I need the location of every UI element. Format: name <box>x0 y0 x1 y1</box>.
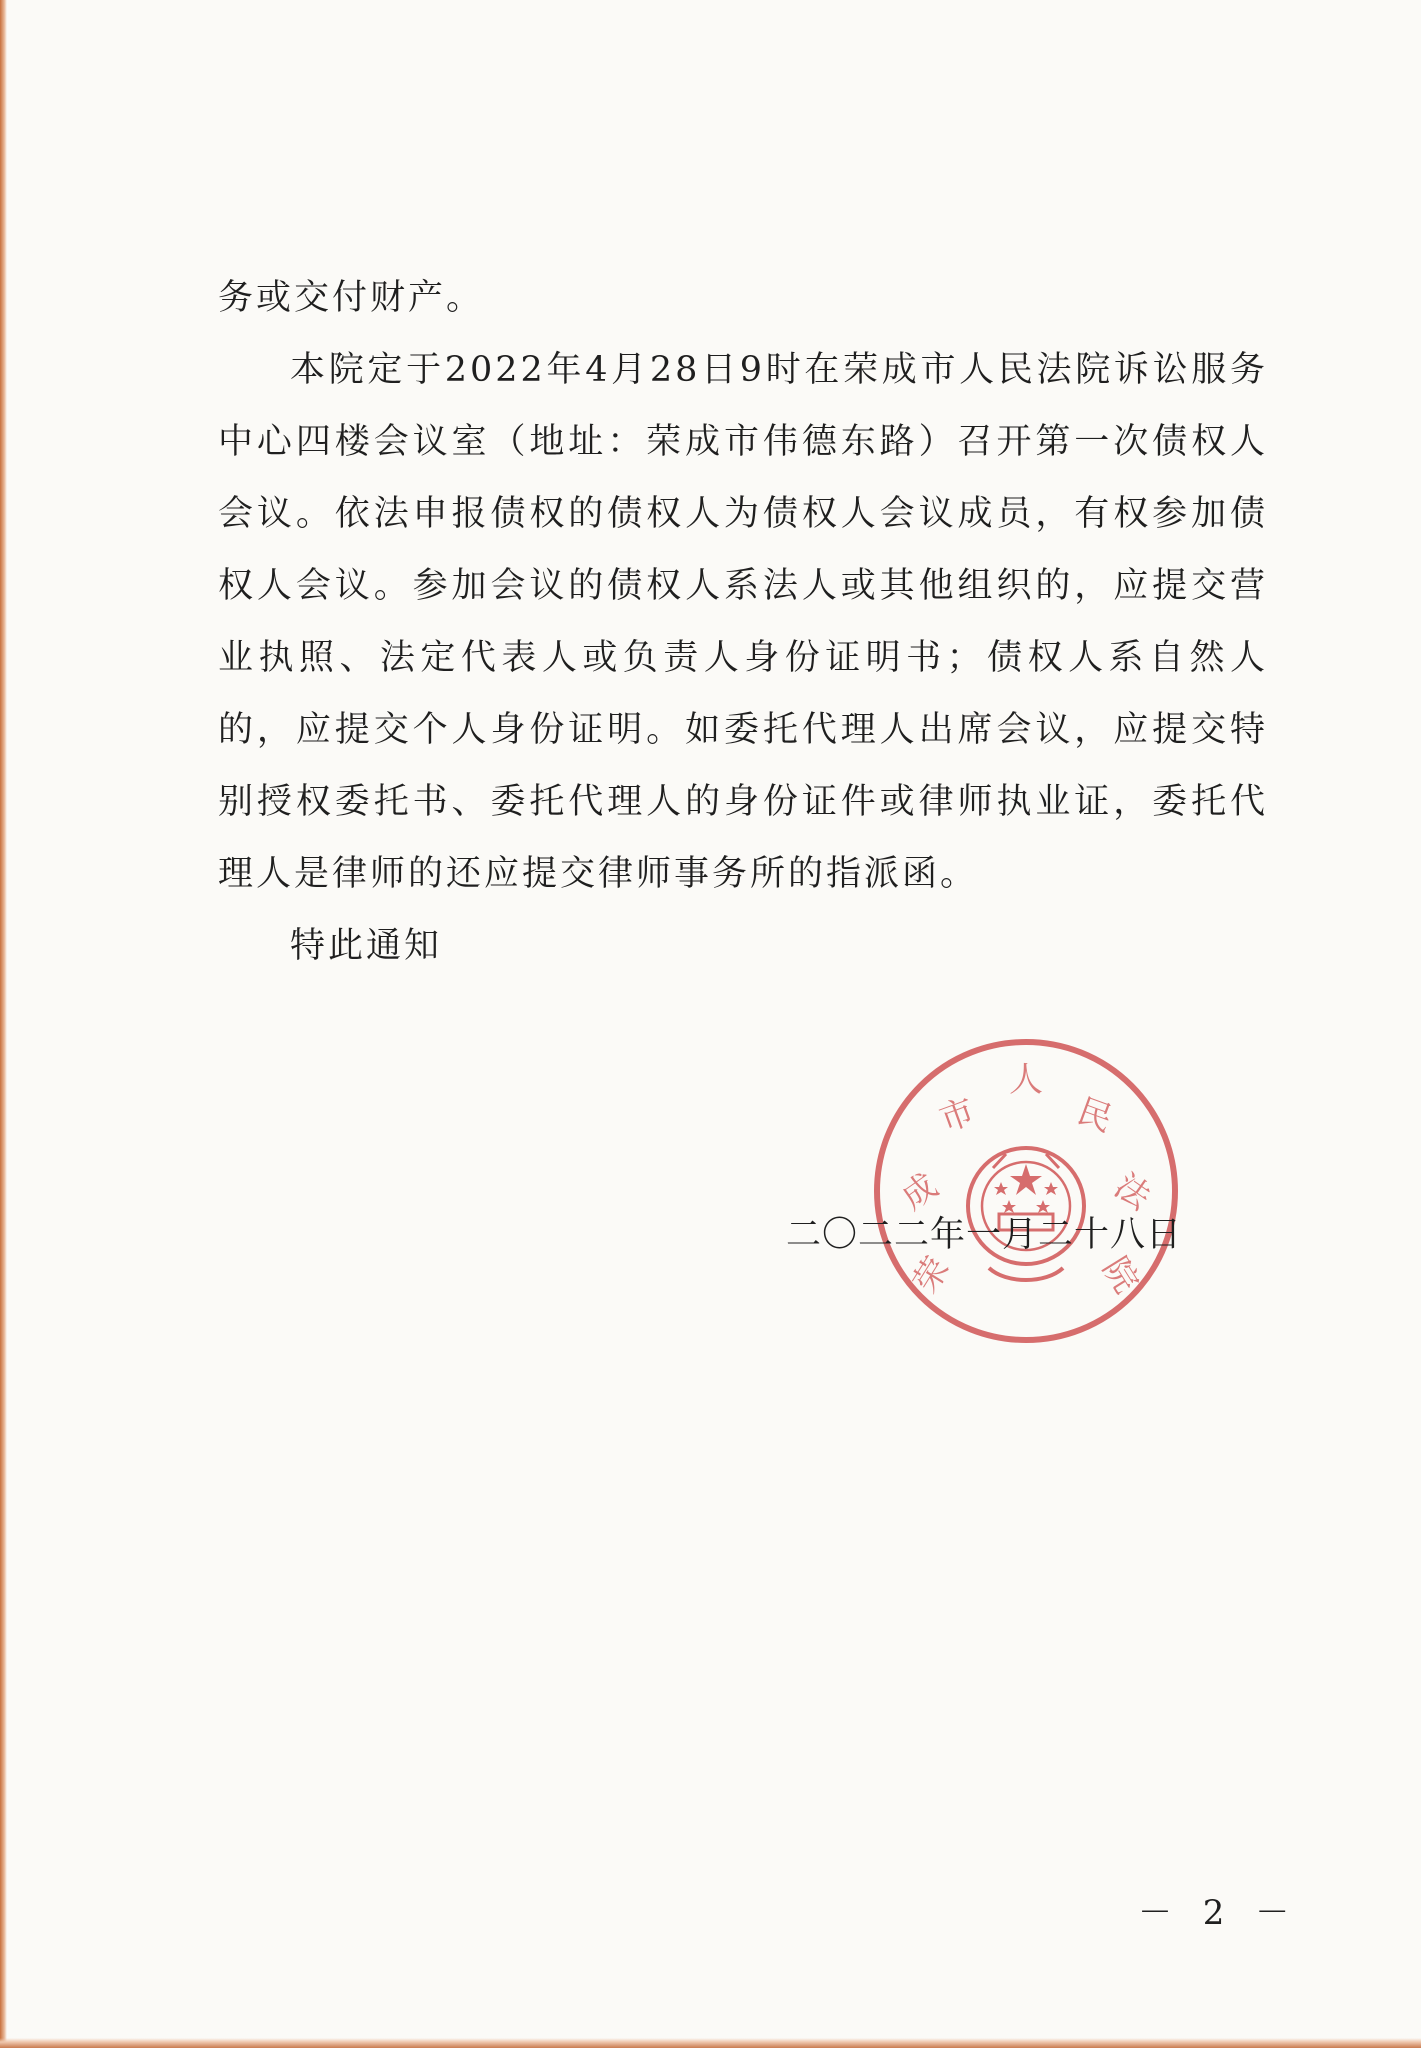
page-number: － 2 － <box>1138 1893 1300 1933</box>
closing-phrase: 特此通知 <box>290 926 443 966</box>
issue-date: 二〇二二年一月二十八日 <box>786 1215 1183 1255</box>
page-edge-bottom <box>0 2038 1421 2048</box>
court-seal-icon <box>871 1036 1181 1346</box>
seal-char-7: 院 <box>1094 1250 1147 1301</box>
seal-char-4: 人 <box>1009 1060 1043 1100</box>
seal-char-5: 民 <box>1071 1091 1118 1141</box>
seal-char-3: 市 <box>934 1091 981 1141</box>
meeting-paragraph: 本院定于2022年4月28日9时在荣成市人民法院诉讼服务中心四楼会议室（地址：荣成市伟德东路）召开第一次债权人会议。依法申报债权的债权人为债权人会议成员，有权参加债权人会议。参加会议的债权人系法人或其他组织的，应提交营业执照、法定代表人或负责人身份证明书；债权人系自然人的，应提交个人身份证明。如委托代理人出席会议，应提交特别授权委托书、委托代理人的身份证件或律师执业证，委托代理人是律师的还应提交律师事务所的指派函。 <box>218 350 1268 894</box>
seal-char-6: 法 <box>1106 1165 1158 1219</box>
seal-char-2: 成 <box>894 1165 946 1219</box>
seal-char-1: 荣 <box>905 1250 958 1301</box>
page-edge-left <box>0 0 7 2048</box>
document-body <box>218 262 1268 982</box>
continued-text: 务或交付财产。 <box>218 278 485 318</box>
